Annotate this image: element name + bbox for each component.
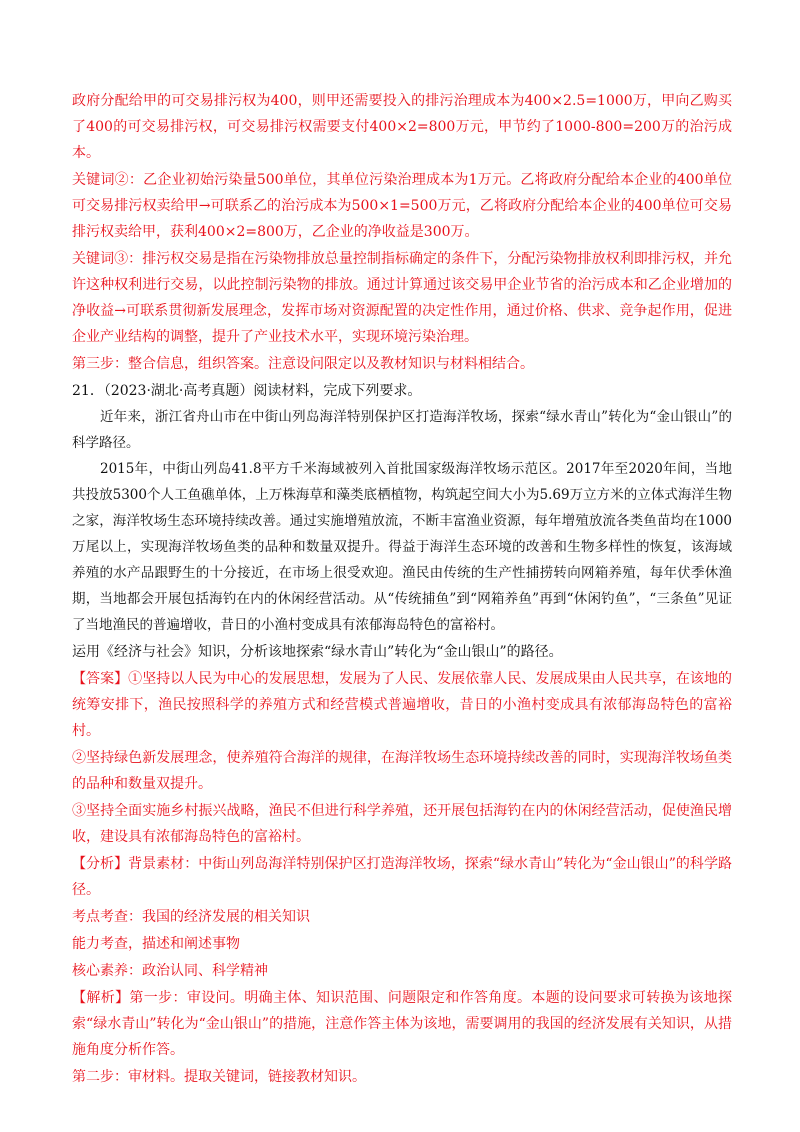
- question-source: （2023·湖北·高考真题）: [103, 383, 254, 399]
- prev-answer-paragraph-1: 政府分配给甲的可交易排污权为400，则甲还需要投入的排污治理成本为400×2.5=1000万，甲向乙购买了400的可交易排污权，可交易排污权需要支付400×2=800万元，甲节约了1000-800=200万的治污成本。: [72, 93, 732, 161]
- prev-answer-step-3: 第三步：整合信息，组织答案。注意设问限定以及教材知识与材料相结合。: [72, 356, 534, 372]
- question-21-heading: [72, 378, 732, 404]
- article-paragraph-2: 2015年，中街山列岛41.8平方千米海域被列入首批国家级海洋牧场示范区。2017年至2020年间，当地共投放5300个人工鱼礁单体，上万株海草和藻类底栖植物，构筑起空间大小为5.69万立方米的立体式海洋生物之家，海洋牧场生态环境持续改善。通过实施增殖放流，不断丰富渔业资源，每年增殖放流各类鱼苗均在1000万尾以上，实现海洋牧场鱼类的品种和数量双提升。得益于海洋生态环境的改善和生物多样性的恢复，该海域养殖的水产品跟野生的十分接近，在市场上很受欢迎。渔民由传统的生产性捕捞转向网箱养殖，每年伏季休渔期，当地都会开展包括海钓在内的休闲经营活动。从“传统捕鱼”到“网箱养鱼”再到“休闲钓鱼”，“三条鱼”见证了当地渔民的普遍增收，昔日的小渔村变成具有浓郁海岛特色的富裕村。: [72, 461, 732, 633]
- answer-point-1: 【答案】①坚持以人民为中心的发展思想，发展为了人民、发展依靠人民、发展成果由人民共享，在该地的统筹安排下，渔民按照科学的养殖方式和经营模式普遍增收，昔日的小渔村变成具有浓郁海岛特色的富裕村。: [72, 671, 732, 739]
- answer-point-3: ③坚持全面实施乡村振兴战略，渔民不但进行科学养殖，还开展包括海钓在内的休闲经营活动，促使渔民增收，建设具有浓郁海岛特色的富裕村。: [72, 803, 732, 845]
- question-prompt: 阅读材料，完成下列要求。: [253, 383, 422, 399]
- prev-answer-keyword-3: 关键词③：排污权交易是指在污染物排放总量控制指标确定的条件下，分配污染物排放权利即排污权，并允许这种权利进行交易，以此控制污染物的排放。通过计算通过该交易甲企业节省的治污成本和乙企业增加的净收益→可联系贯彻新发展理念，发挥市场对资源配置的决定性作用，通过价格、供求、竞争起作用，促进企业产业结构的调整，提升了产业技术水平，实现环境污染治理。: [72, 251, 732, 345]
- analysis-knowledge: 考点考查：我国的经济发展的相关知识: [72, 909, 310, 925]
- question-task: 运用《经济与社会》知识，分析该地探索“绿水青山”转化为“金山银山”的路径。: [72, 644, 563, 660]
- prev-answer-keyword-2: 关键词②：乙企业初始污染量500单位，其单位污染治理成本为1万元。乙将政府分配给本企业的400单位可交易排污权卖给甲→可联系乙的治污成本为500×1=500万元，乙将政府分配给本企业的400单位可交易排污权卖给甲，获利400×2=800万，乙企业的净收益是300万。: [72, 172, 732, 240]
- analysis-ability: 能力考查，描述和阐述事物: [72, 936, 240, 952]
- analysis-literacy: 核心素养：政治认同、科学精神: [72, 963, 268, 979]
- explanation-step-2: 第二步：审材料。提取关键词，链接教材知识。: [72, 1069, 366, 1085]
- page-content: [72, 88, 732, 1090]
- analysis-background: 【分析】背景素材：中街山列岛海洋特别保护区打造海洋牧场，探索“绿水青山”转化为“金山银山”的科学路径。: [72, 856, 732, 898]
- article-paragraph-1: 近年来，浙江省舟山市在中街山列岛海洋特别保护区打造海洋牧场，探索“绿水青山”转化为“金山银山”的科学路径。: [72, 409, 732, 451]
- explanation-step-1: 【解析】第一步：审设问。明确主体、知识范围、问题限定和作答角度。本题的设问要求可转换为该地探索“绿水青山”转化为“金山银山”的措施，注意作答主体为该地，需要调用的我国的经济发展有关知识，从措施角度分析作答。: [72, 990, 732, 1058]
- answer-point-2: ②坚持绿色新发展理念，使养殖符合海洋的规律，在海洋牧场生态环境持续改善的同时，实现海洋牧场鱼类的品种和数量双提升。: [72, 750, 732, 792]
- question-number: 21．: [72, 383, 104, 399]
